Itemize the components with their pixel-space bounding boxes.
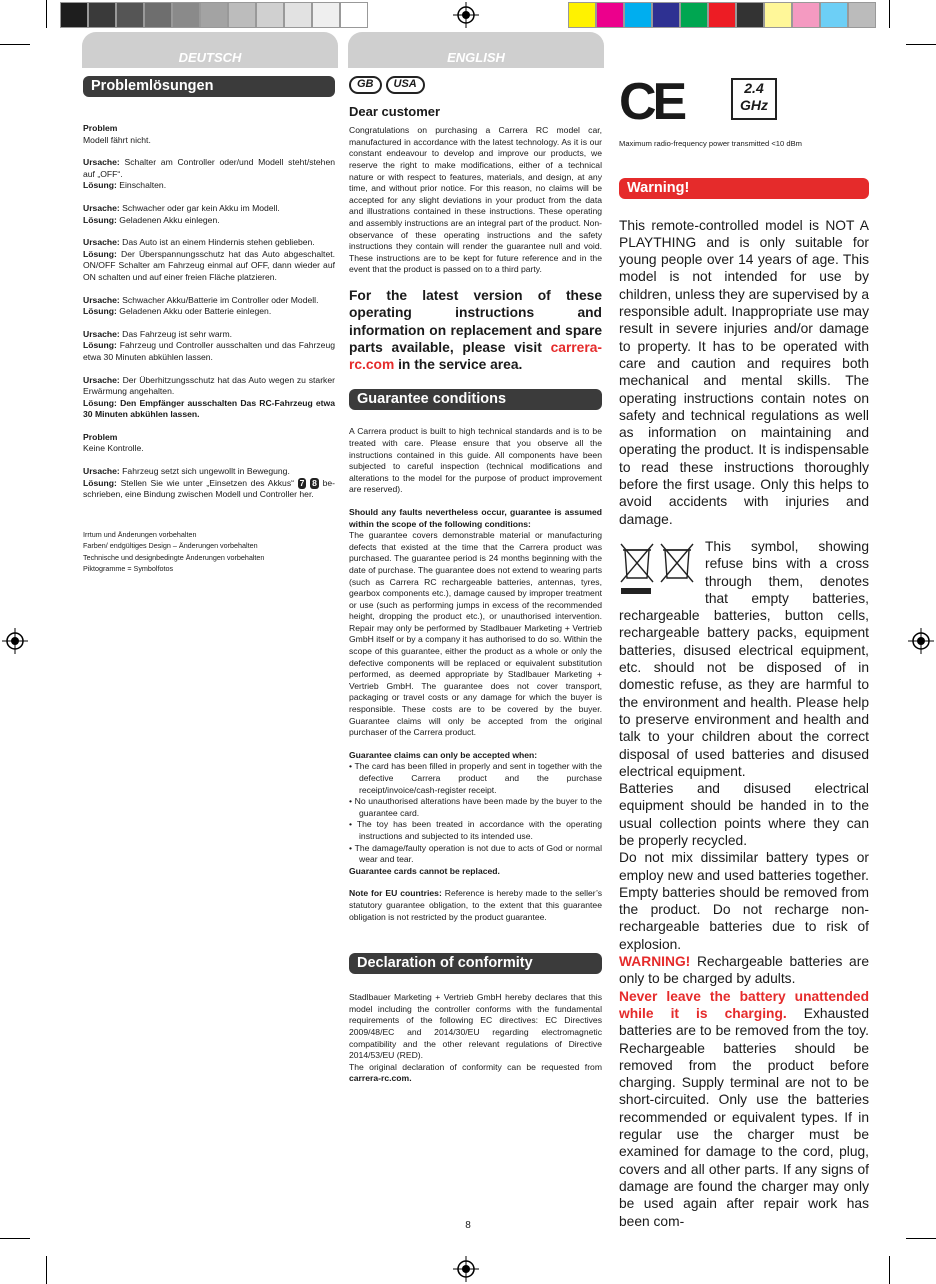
swatch	[60, 2, 88, 28]
tab-deutsch: DEUTSCH	[82, 32, 338, 68]
crop-mark	[0, 44, 30, 45]
swatch	[200, 2, 228, 28]
crop-mark	[906, 44, 936, 45]
registration-mark-icon	[908, 628, 934, 654]
english-column	[349, 76, 602, 1085]
swatch	[172, 2, 200, 28]
swatch	[144, 2, 172, 28]
ce-mark-icon: CE	[619, 73, 684, 131]
swatch	[848, 2, 876, 28]
section-heading: Warning!	[619, 178, 869, 199]
list-item: • The damage/faulty operation is not due to acts of God or normal wear and tear.	[349, 842, 602, 865]
registration-mark-icon	[453, 1256, 479, 1282]
swatch	[680, 2, 708, 28]
swatch	[596, 2, 624, 28]
swatch	[256, 2, 284, 28]
country-flags	[349, 76, 602, 94]
waste-bin-icon	[619, 538, 701, 600]
guarantee-claims: Guarantee claims can only be accepted when: • The card has been filled in properly and sent in together with the defective Carrera product and the purchase receipt/invoice/cash-register receipt. • No unauthorised alterations have been made by the buyer to the guarantee card. • The toy has been treated in accordance with the operating instructions and subjected to its intended use. • The damage/faulty operation is not due to acts of God or normal wear and tear. Guarantee cards cannot be replaced.	[349, 749, 602, 876]
disposal-block: This symbol, showing refuse bins with a cross through them, denotes that empty batteries, rechargeable batteries, button cells, rechargeable battery packs, equipment batteries, disused electrical equipment, etc. should not be disposed of in domestic refuse, as they are harmful to the environment and health. Please help to preserve environment and health and talk to your children about the correct disposal of used batteries and disused electrical equipment.	[619, 538, 869, 779]
guarantee-terms: Should any faults nevertheless occur, guarantee is assumed within the scope of the following conditions: The guarantee covers demonstrable material or manufacturing defects that existed at the time that the Carrera product was purchased. The guarantee period is 24 months beginning with the date of purchase. The guarantee does not extend to wearing parts (such as Carrera RC rechargeable batteries, antennas, tyres, gearbox components etc.), damage caused by improper treatment or use (such as performing jumps in excess of the recommended height, dropping the product etc.), or unauthorised intervention. Repair may only be performed by Stadlbauer Marketing + Vertrieb GmbH itself or by a company it has authorised to do so. Within the scope of this guarantee, either the product as a whole or only the defective components will be replaced or equivalent substitution performed, as deemed appropriate by Stadlbauer Marketing + Vertrieb GmbH. The guarantee does not cover transport, packaging or travel costs or any damage for which the buyer is responsible. These costs are to be covered by the buyer. Guarantee claims will only be accepted from the original purchaser of the Carrera product.	[349, 506, 602, 738]
list-item: • The card has been filled in properly and sent in together with the defective Carrera product and the purchase receipt/invoice/cash-register receipt.	[349, 761, 602, 795]
page-number: 8	[465, 1220, 471, 1231]
declaration-text: Stadlbauer Marketing + Vertrieb GmbH hereby declares that this model including the controller conforms with the fundamental requirements of the following EC directives: EC Directives 2009/48/EC and 2014/30/EU regarding electromagnetic compatibility and the other relevant regulations of Directive 2014/53/EU (RED). The original declaration of conformity can be requested from carrera-rc.com.	[349, 992, 602, 1084]
eu-note: Note for EU countries: Reference is hereby made to the seller’s statutory guarantee obligation, to the extent that this guarantee obligation is not restricted by the product guarantee.	[349, 888, 602, 922]
crop-mark	[0, 1238, 30, 1239]
swatch	[116, 2, 144, 28]
latest-version-note: For the latest version of these operating instructions and information on replacement and spare parts available, please visit carrera-rc.com in the service area.	[349, 287, 602, 373]
cause-block: Ursache: Fahrzeug setzt sich ungewollt in Bewegung. Lösung: Stellen Sie wie unter „Einsetzen des Akkus“ 7 8 be-schrieben, eine Bindung zwischen Modell und Controller her.	[83, 466, 335, 500]
swatch	[88, 2, 116, 28]
swatch	[340, 2, 368, 28]
problem-block: Problem Modell fährt nicht.	[83, 123, 151, 145]
german-column	[83, 76, 335, 575]
cause-block: Ursache: Schwacher Akku/Batterie im Controller oder Modell. Lösung: Geladenen Akku oder Batterie einlegen.	[83, 294, 319, 317]
frequency-badge-icon: 2.4 GHz	[731, 78, 777, 120]
usa-flag-icon: USA	[386, 76, 425, 94]
gb-flag-icon: GB	[349, 76, 382, 94]
list-item: • No unauthorised alterations have been made by the buyer to the guarantee card.	[349, 796, 602, 818]
cause-block: Ursache: Das Fahrzeug ist sehr warm. Lösung: Fahrzeug und Controller ausschalten und das Fahrzeug etwa 30 Minuten abkühlen lassen.	[83, 328, 335, 362]
swatch	[228, 2, 256, 28]
crop-mark	[906, 1238, 936, 1239]
registration-mark-icon	[453, 2, 479, 28]
crop-mark	[889, 0, 890, 28]
guarantee-intro: A Carrera product is built to high technical standards and is to be treated with care. Please ensure that you observe all the instructions contained in this guide. All components have been subjected to careful inspection (technical modifications and alterations to the model for the purpose of product improvement are reserved).	[349, 426, 602, 495]
swatch	[764, 2, 792, 28]
section-heading: Problemlösungen	[83, 76, 335, 97]
section-heading: Declaration of conformity	[349, 953, 602, 974]
website-link[interactable]: carrera-rc.com	[349, 339, 602, 373]
rf-power-note: Maximum radio-frequency power transmitted <10 dBm	[619, 139, 802, 148]
warning-column	[619, 73, 870, 1230]
swatch	[284, 2, 312, 28]
swatch	[568, 2, 596, 28]
cause-block: Ursache: Schalter am Controller oder/und Modell steht/stehen auf „OFF“. Lösung: Einschalten.	[83, 157, 336, 191]
cause-block: Ursache: Der Überhitzungsschutz hat das Auto wegen zu starker Erwärmung angehalten. Lösung: Den Empfänger ausschalten Das RC-Fahrzeug etwa 30 Minuten abkühlen lassen.	[83, 374, 336, 420]
warning-text: This remote-controlled model is NOT A PLAYTHING and is only suitable for young people over 14 years of age. This model is not intended for use by children, unless they are supervised by a responsible adult. Inappropriate use may result in severe injuries and/or damage to property. It has to be operated with care and caution and requires both mechanical and mental skills. The operating instructions contain notes on safety and technical regulations as well as information on maintaining and operating the product. It is indispensable to read these instructions thoroughly before the first usage. Only this helps to avoid accidents with injuries and damage. This symbol, showing refuse bins with a cross through them, denotes that empty batteries, rechargeable batteries, button cells, rechargeable battery packs, equipment batteries, disused electrical equipment, etc. should not be disposed of in domestic refuse, as they are harmful to the environment and health. Please help to preserve environment and health and talk to your children about the correct disposal of used batteries and disused electrical equipment. Batteries and disused electrical equipment should be handed in to the usual collection points where they can be properly recycled. Do not mix dissimilar battery types or employ new and used batteries together. Empty batteries should be removed from the product. Do not recharge non-rechargeable batteries due to risk of explosion. WARNING! Rechargeable batteries are only to be charged by adults. Never leave the battery unattended while it is charging. Exhausted batteries are to be removed from the toy. Rechargeable batteries should be removed from the product before charging. Supply terminal are not to be short-circuited. Only use the batteries recommended or equivalent types. If in regular use the charger must be examined for damage to the cord, plug, covers and all other parts. If any signs of damage are found the charger may only be used again after repair work has been com-	[619, 217, 870, 1229]
crop-mark	[46, 0, 47, 28]
swatch	[624, 2, 652, 28]
swatch	[736, 2, 764, 28]
intro-paragraph: Congratulations on purchasing a Carrera RC model car, manufactured in accordance with the latest technology. As it is our constant endeavour to develop and improve our products, we reserve the right to make modifications, either of a technical nature or with respect to features, materials, and design, at any time, and without prior notice. For this reason, no claims will be accepted for any slight deviations in your product from the data and illustrations contained in these instructions. These operating and assembly instructions are an integral part of the product. Non-observance of these operating instructions and the safety instructions they contain will render the guarantee null and void. These instructions are to be kept for future reference and in the event that the product is passed on to a third party.	[349, 125, 602, 275]
step-badge: 7	[299, 477, 305, 488]
swatch	[708, 2, 736, 28]
tab-english: ENGLISH	[348, 32, 604, 68]
section-heading: Guarantee conditions	[349, 389, 602, 410]
problem-block: Problem Keine Kontrolle.	[83, 431, 144, 454]
cause-block: Ursache: Das Auto ist an einem Hindernis stehen geblieben. Lösung: Der Überspannungsschutz hat das Auto abgeschaltet. ON/OFF Schalter am Fahrzeug einmal auf OFF, dann wieder auf ON schalten und auf einer freien Fläche platzieren.	[83, 237, 335, 282]
swatch	[652, 2, 680, 28]
crop-mark	[46, 1256, 47, 1284]
registration-mark-icon	[2, 628, 28, 654]
swatch	[312, 2, 340, 28]
crop-mark	[889, 1256, 890, 1284]
disclaimer: Irrtum und Änderungen vorbehalten Farben/ endgültiges Design – Änderungen vorbehalten Technische und designbedingte Änderungen vorbehalten Piktogramme = Symbolfotos	[83, 529, 265, 574]
swatch	[820, 2, 848, 28]
step-badge: 8	[312, 477, 317, 488]
greeting: Dear customer	[349, 103, 441, 119]
cause-block: Ursache: Schwacher oder gar kein Akku im Modell. Lösung: Geladenen Akku einlegen.	[83, 202, 280, 225]
list-item: • The toy has been treated in accordance with the operating instructions and subjected to its intended use.	[349, 819, 602, 841]
certification-logos	[619, 73, 869, 132]
swatch	[792, 2, 820, 28]
